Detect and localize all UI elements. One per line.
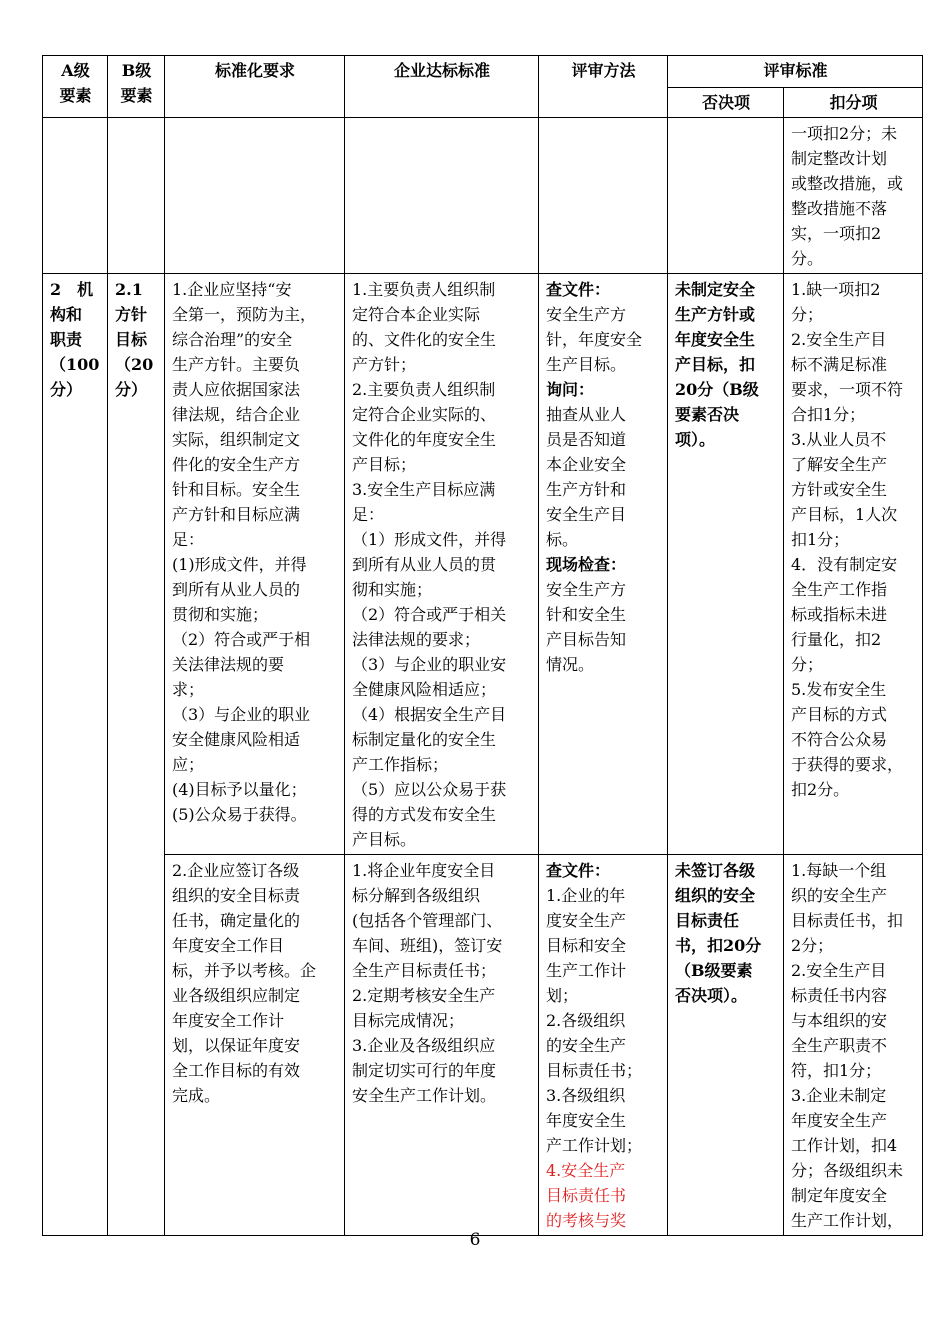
cell-empty — [345, 118, 539, 274]
header-review-method: 评审方法 — [539, 56, 668, 118]
page-number: 6 — [469, 1230, 481, 1250]
cell-veto: 未制定安全 生产方针或 年度安全生 产目标，扣 20分（B级 要素否决 项）。 — [668, 274, 784, 855]
table-row — [43, 274, 923, 855]
cell-standard-requirement: 1.企业应坚持“安 全第一，预防为主， 综合治理”的安全 生产方针。主要负 责人应依据国家法 律法规，结合企业 实际，组织制定文 件化的安全生产方 针和目标。安全生 产方针和目标应满 足： (1)形成文件，并得 到所有从业人员的 贯彻和实施； （2）符合或严于相 关法律法规的要 求； （3）与企业的职业 安全健康风险相适 应； (4)目标予以量化； (5)公众易于获得。 — [165, 274, 345, 855]
cell-a-level: 2 机 构和 职责 （100 分） — [43, 274, 108, 1236]
table-row — [43, 118, 923, 274]
cell-b-level: 2.1 方针 目标 （20 分） — [108, 274, 165, 1236]
header-a-level: A级 要素 — [43, 56, 108, 118]
header-row-1 — [43, 56, 923, 88]
cell-empty — [539, 118, 668, 274]
cell-empty — [165, 118, 345, 274]
cell-empty — [108, 118, 165, 274]
header-enterprise-standard: 企业达标标准 — [345, 56, 539, 118]
header-standard-requirement: 标准化要求 — [165, 56, 345, 118]
method-check-files-label: 查文件： — [546, 280, 611, 299]
table-row — [43, 855, 923, 1236]
header-deduction: 扣分项 — [784, 88, 923, 118]
cell-review-method: 查文件： 1.企业的年 度安全生产 目标和安全 生产工作计 划； 2.各级组织 的安全生产 目标责任书； 3.各级组织 年度安全生 产工作计划； 4.安全生产 目标责任书 的考核与奖 — [539, 855, 668, 1236]
header-review-standard: 评审标准 — [668, 56, 923, 88]
highlighted-method-text: 4.安全生产 — [546, 1161, 626, 1180]
cell-deduction: 1.每缺一个组 织的安全生产 目标责任书，扣 2分； 2.安全生产目 标责任书内容 与本组织的安 全生产职责不 符，扣1分； 3.企业未制定 年度安全生产 工作计划，扣4 分；各级组织未 制定年度安全 生产工作计划， — [784, 855, 923, 1236]
cell-deduction: 1.缺一项扣2 分； 2.安全生产目 标不满足标准 要求，一项不符 合扣1分； 3.从业人员不 了解安全生产 方针或安全生 产目标，1人次 扣1分； 4．没有制定安 全生产工作指 标或指标未进 行量化，扣2 分； 5.发布安全生 产目标的方式 不符合公众易 于获得的要求， 扣2分。 — [784, 274, 923, 855]
standards-table — [42, 55, 923, 1236]
cell-veto: 未签订各级 组织的安全 目标责任 书，扣20分 （B级要素 否决项）。 — [668, 855, 784, 1236]
method-site-label: 现场检查： — [546, 555, 627, 574]
cell-empty — [43, 118, 108, 274]
cell-standard-requirement: 2.企业应签订各级 组织的安全目标责 任书，确定量化的 年度安全工作目 标，并予以考核。企 业各级组织应制定 年度安全工作计 划，以保证年度安 全工作目标的有效 完成。 — [165, 855, 345, 1236]
method-check-files-label: 查文件： — [546, 861, 611, 880]
method-inquiry-label: 询问： — [546, 380, 595, 399]
header-veto: 否决项 — [668, 88, 784, 118]
cell-enterprise-standard: 1.将企业年度安全目 标分解到各级组织 (包括各个管理部门、 车间、班组)，签订安 全生产目标责任书； 2.定期考核安全生产 目标完成情况； 3.企业及各级组织应 制定切实可行的年度 安全生产工作计划。 — [345, 855, 539, 1236]
header-b-level: B级 要素 — [108, 56, 165, 118]
cell-review-method: 查文件： 安全生产方 针，年度安全 生产目标。 询问： 抽查从业人 员是否知道 本企业安全 生产方针和 安全生产目 标。 现场检查： 安全生产方 针和安全生 产目标告知 情况。 — [539, 274, 668, 855]
cell-enterprise-standard: 1.主要负责人组织制 定符合本企业实际 的、文件化的安全生 产方针； 2.主要负责人组织制 定符合企业实际的、 文件化的年度安全生 产目标； 3.安全生产目标应满 足： （1）形成文件，并得 到所有从业人员的贯 彻和实施； （2）符合或严于相关 法律法规的要求； （3）与企业的职业安 全健康风险相适应； （4）根据安全生产目 标制定量化的安全生 产工作指标； （5）应以公众易于获 得的方式发布安全生 产目标。 — [345, 274, 539, 855]
cell-deduction: 一项扣2分；未 制定整改计划 或整改措施，或 整改措施不落 实，一项扣2 分。 — [784, 118, 923, 274]
cell-empty — [668, 118, 784, 274]
